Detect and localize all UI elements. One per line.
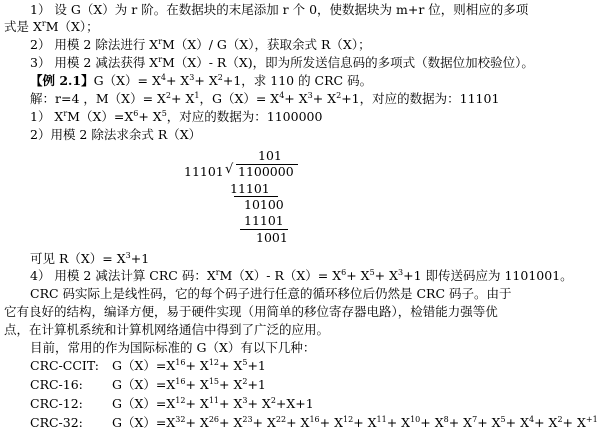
- poly-term: X: [166, 415, 176, 430]
- poly-term: + X: [219, 377, 243, 392]
- gx-prefix: G（X）=: [112, 415, 167, 430]
- poly-exponent: 2: [242, 377, 248, 386]
- division-sign: √: [225, 162, 234, 177]
- poly-exponent: 16: [175, 358, 186, 367]
- poly-exponent: 7: [472, 415, 478, 424]
- poly-exponent: 26: [208, 415, 219, 424]
- poly-term: + X: [247, 396, 271, 411]
- poly-exponent: 32: [175, 415, 186, 424]
- poly-exponent: 2: [270, 396, 276, 405]
- poly-exponent: 16: [175, 377, 186, 386]
- step4-line: 4） 用模 2 减法计算 CRC 码：$X^rM(X)-$ $R(X)= X^6+ X^5+ X^3+1$ 即传送码应为 1101001。: [30, 268, 573, 283]
- poly-term: + X: [505, 415, 529, 430]
- divisor: 11101: [184, 164, 224, 179]
- sol-step1-line: 1） $X^rM(X)=X^6+ X^5$，对应的数据为：1100000: [30, 109, 323, 124]
- quotient: 101: [258, 148, 282, 163]
- poly-exponent: 12: [175, 396, 186, 405]
- poly-exponent: 3: [242, 396, 248, 405]
- paragraph-line-2: 它有良好的结构，编译方便，易于硬件实现（用简单的移位寄存器电路），检错能力强等优: [4, 304, 498, 319]
- poly-term: + X: [219, 396, 243, 411]
- standard-row: [30, 377, 266, 393]
- paragraph-line-3: 点，在计算机系统和计算机网络通信中得到了广泛的应用。: [4, 322, 330, 337]
- poly-exponent: 23: [242, 415, 253, 424]
- standard-row: [30, 358, 266, 374]
- result-line: 可见 $R(X)= X^3+1$: [30, 251, 150, 266]
- partial-1: 10100: [244, 197, 284, 212]
- sol-step2-line: 2）用模 2 除法求余式 R（X）: [30, 127, 202, 142]
- poly-exponent: 11: [208, 396, 219, 405]
- example-label: 【例 2.1】: [30, 73, 94, 88]
- standard-name: CRC-32:: [30, 415, 83, 430]
- poly-term: + X: [562, 415, 586, 430]
- subtrahend-2: 11101: [244, 213, 284, 228]
- poly-term: X: [166, 358, 176, 373]
- poly-term: + X: [219, 415, 243, 430]
- dividend: 1100000: [238, 164, 294, 179]
- standard-name: CRC-12:: [30, 396, 83, 411]
- poly-exponent: 15: [208, 377, 219, 386]
- poly-term: + X: [185, 358, 209, 373]
- standard-name: CRC-16:: [30, 377, 83, 392]
- step1-cont-line: 式是 $X^rM(X)$；: [4, 19, 99, 34]
- poly-term: X: [166, 377, 176, 392]
- poly-exponent: 2: [557, 415, 563, 424]
- paragraph-line-1: CRC 码实际上是线性码，它的每个码子进行任意的循环移位后仍然是 CRC 码子。由于: [30, 286, 512, 301]
- poly-term: + X: [185, 377, 209, 392]
- poly-term: +1: [247, 377, 266, 392]
- poly-term: + X: [286, 415, 310, 430]
- poly-exponent: +1: [585, 415, 598, 424]
- gx-prefix: G（X）=: [112, 396, 167, 411]
- poly-term: + X: [319, 415, 343, 430]
- poly-term: + X: [353, 415, 377, 430]
- subtrahend-1: 11101: [230, 181, 270, 196]
- poly-term: + X: [477, 415, 501, 430]
- step3-line: 3） 用模 2 减法获得 $X^rM(X)-$ R（X)，即为所发送信息码的多项式（数据位加校验位）。: [30, 55, 534, 70]
- poly-term: + X: [386, 415, 411, 430]
- poly-exponent: 22: [275, 415, 287, 424]
- solution-line: 解：r=4 ，$M(X)= X^2+ X^1$，$G(X)= X^4+ X^3+ X^2+1$，对应的数据为：11101: [30, 91, 500, 106]
- poly-exponent: 11: [376, 415, 387, 424]
- poly-term: + X: [185, 415, 209, 430]
- poly-term: + X: [252, 415, 276, 430]
- gx-prefix: G（X）=: [112, 377, 167, 392]
- poly-exponent: 5: [242, 358, 248, 367]
- step1-line: 1） 设 G（X）为 r 阶。在数据块的末尾添加 r 个 0，使数据块为 m+r 位，则相应的多项: [30, 2, 529, 17]
- poly-term: +X+1: [275, 396, 314, 411]
- example-line: 【例 2.1】$G(X)= X^4+ X^3+ X^2+1$，求 110 的 CRC 码。: [30, 73, 373, 88]
- poly-term: X: [166, 396, 176, 411]
- poly-exponent: 8: [443, 415, 449, 424]
- poly-exponent: 5: [500, 415, 506, 424]
- poly-term: + X: [420, 415, 444, 430]
- poly-exponent: 10: [410, 415, 421, 424]
- step2-line: 2） 用模 2 除法进行 $X^rM(X)/$ G（X），获取余式 R（X）；: [30, 37, 371, 52]
- poly-term: + X: [185, 396, 209, 411]
- standard-name: CRC-CCIT:: [30, 358, 99, 373]
- poly-exponent: 4: [529, 415, 535, 424]
- poly-exponent: 16: [309, 415, 320, 424]
- paragraph-line-4: 目前，常用的作为国际标准的 G（X）有以下几种：: [30, 340, 316, 355]
- remainder: 1001: [256, 230, 288, 245]
- poly-term: + X: [534, 415, 558, 430]
- gx-prefix: G（X）=: [112, 358, 167, 373]
- standard-row: [30, 415, 598, 431]
- poly-term: + X: [219, 358, 243, 373]
- poly-exponent: 12: [208, 358, 219, 367]
- standard-row: [30, 396, 314, 412]
- poly-term: + X: [448, 415, 473, 430]
- poly-exponent: 12: [343, 415, 354, 424]
- poly-term: +1: [247, 358, 266, 373]
